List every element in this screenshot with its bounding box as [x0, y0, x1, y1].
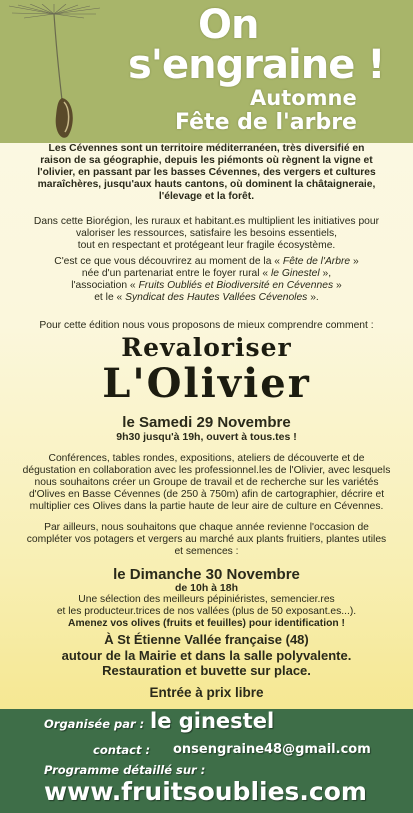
paragraph-line: et semences : — [174, 546, 239, 557]
title-line-1: On — [198, 2, 259, 48]
feature-heading-1: Revaloriser — [121, 333, 292, 362]
text-span: ». — [307, 292, 319, 303]
program-label: Programme détaillé sur : — [44, 763, 206, 777]
paragraph-line: dégustation en collaboration avec les professionnel.les de l'Olivier, avec lesquels — [22, 465, 391, 476]
intro-line: maraîchères, jusqu'aux hauts cantons, où dominent la châtaigneraie, — [37, 179, 376, 190]
sunday-date: le Dimanche 30 Novembre — [113, 566, 300, 583]
organised-label: Organisée par : — [44, 717, 145, 731]
market-paragraph — [10, 522, 403, 558]
header-banner — [0, 0, 413, 143]
contact-label: contact : — [93, 743, 151, 757]
paragraph-line — [10, 256, 403, 268]
location-line: autour de la Mairie et dans la salle polyvalente. — [61, 647, 352, 663]
partnership-paragraph — [10, 256, 403, 304]
subtitle-season: Automne — [250, 86, 357, 110]
paragraph-line: Par ailleurs, nous souhaitons que chaque année revienne l'occasion de — [44, 522, 369, 533]
text-span: C'est ce que vous découvrirez au moment de la « — [54, 256, 283, 267]
syndicate-name: Syndicat des Hautes Vallées Cévenoles — [125, 292, 308, 303]
paragraph-line: et les producteur.trices de nos vallées (plus de 50 exposant.es...). — [56, 606, 357, 617]
edition-paragraph — [10, 320, 403, 332]
title-line-2: s'engraine ! — [128, 42, 385, 88]
paragraph-line: Conférences, tables rondes, expositions, ateliers de découverte et de — [48, 453, 365, 464]
entry-price: Entrée à prix libre — [149, 685, 264, 700]
paragraph-line: Une sélection des meilleurs pépiniéristes, semencier.res — [78, 594, 335, 605]
text-span: » — [350, 256, 359, 267]
paragraph-line: Dans cette Biorégion, les ruraux et habitant.es multiplient les initiatives pour — [33, 216, 380, 227]
sunday-description — [10, 594, 403, 630]
paragraph-line — [10, 280, 403, 292]
intro-line: raison de sa géographie, depuis les piémonts où règnent la vigne et — [40, 155, 373, 166]
paragraph-line: Amenez vos olives (fruits et feuilles) pour identification ! — [68, 618, 345, 629]
intro-line: Les Cévennes sont un territoire méditerranéen, très diversifié en — [48, 143, 365, 154]
association-name: Fruits Oubliés et Biodiversité en Cévennes — [138, 280, 334, 291]
paragraph-line: valoriser les ressources, satisfaire les besoins essentiels, — [76, 228, 337, 239]
paragraph-line: nous souhaitons créer un Groupe de travail et de recherche sur les variétés — [34, 477, 379, 488]
organiser-name: le ginestel — [150, 709, 275, 733]
text-span: et le « — [94, 292, 126, 303]
contact-email[interactable]: onsengraine48@gmail.com — [173, 742, 371, 757]
paragraph-line: d'Olives en Basse Cévennes (de 250 à 750m) afin de cartographier, décrire et — [28, 489, 385, 500]
intro-line: l'olivier, en passant par les basses Cévennes, des vergers et cultures — [37, 167, 376, 178]
location-block — [0, 632, 413, 679]
paragraph-line: tout en respectant et protégeant leur fragile écosystème. — [77, 240, 336, 251]
event-name: Fête de l'Arbre — [282, 256, 351, 267]
location-line: Restauration et buvette sur place. — [102, 663, 311, 678]
subtitle-event: Fête de l'arbre — [175, 110, 357, 135]
paragraph-line: compléter vos potagers et vergers au marché aux plants fruitiers, plantes utiles — [26, 534, 387, 545]
location-line: À St Étienne Vallée française (48) — [104, 632, 309, 647]
text-span: l'association « — [71, 280, 139, 291]
saturday-description — [10, 453, 403, 513]
intro-paragraph — [10, 143, 403, 203]
sunday-hours: de 10h à 18h — [174, 582, 239, 594]
paragraph-line — [10, 292, 403, 304]
paragraph-line: Pour cette édition nous vous proposons de mieux comprendre comment : — [39, 320, 374, 331]
intro-line: l'élevage et la forêt. — [158, 191, 255, 202]
saturday-date: le Samedi 29 Novembre — [122, 414, 291, 431]
paragraph-line: multiplier ces Olives dans la partie haute de leur aire de culture en Cévennes. — [29, 501, 384, 512]
website-link[interactable]: www.fruitsoublies.com — [44, 777, 367, 806]
paragraph-line — [10, 268, 403, 280]
bioregion-paragraph — [10, 216, 403, 252]
feature-heading-2: L'Olivier — [102, 360, 311, 407]
text-span: née d'un partenariat entre le foyer rural « — [81, 268, 272, 279]
saturday-hours: 9h30 jusqu'à 19h, ouvert à tous.tes ! — [116, 431, 297, 443]
foyer-name: le Ginestel — [271, 268, 320, 279]
seed-illustration — [4, 4, 104, 142]
text-span: », — [319, 268, 332, 279]
text-span: » — [333, 280, 342, 291]
